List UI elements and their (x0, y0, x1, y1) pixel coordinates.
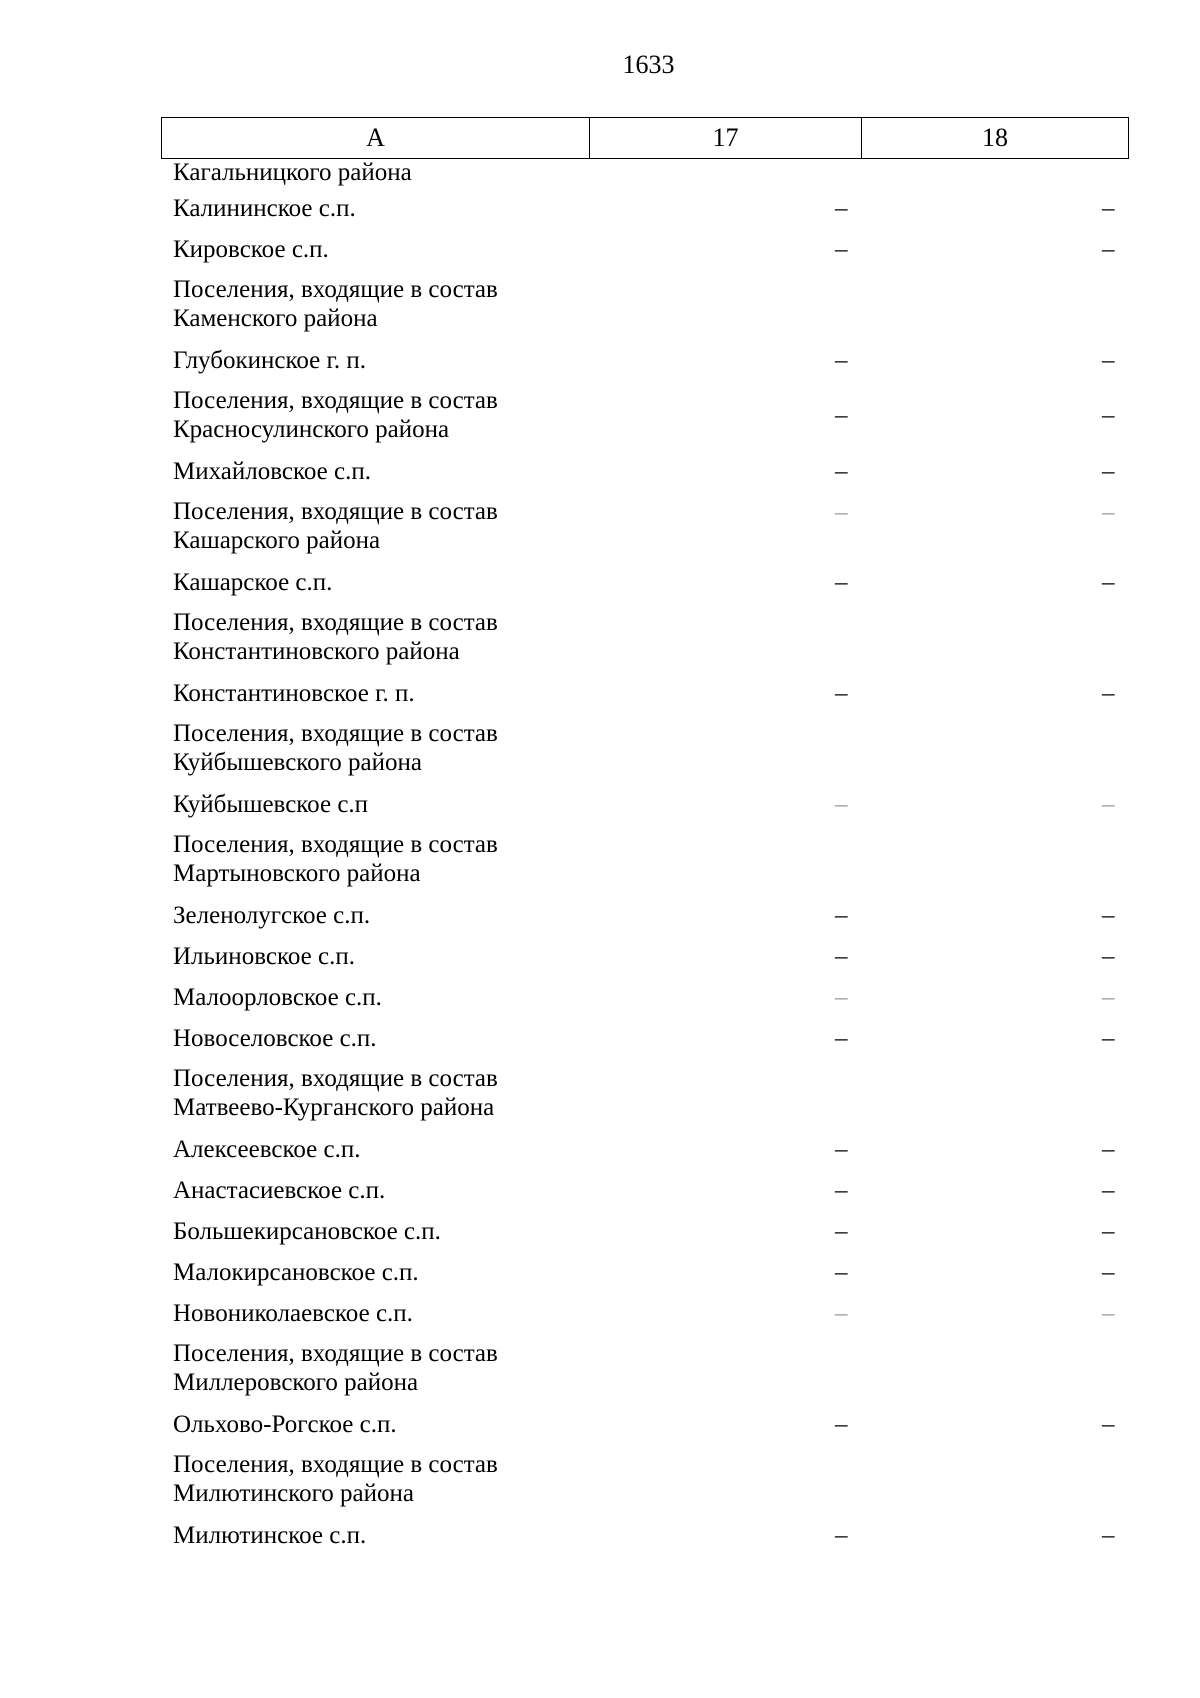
row-value-17: – (835, 347, 848, 374)
row-value-18: – (1102, 1177, 1115, 1204)
row-value-17: – (835, 236, 848, 263)
row-name: Константиновское г. п. (173, 680, 415, 707)
row-value-18: – (1102, 1300, 1115, 1327)
page-number: 1633 (622, 50, 675, 79)
row-value-18: – (1102, 195, 1115, 222)
table-row (161, 1445, 1129, 1515)
row-value-17: – (835, 195, 848, 222)
table-row (161, 1211, 1129, 1252)
row-value-17: – (835, 458, 848, 485)
row-name: Поселения, входящие в состав Мартыновского района (173, 831, 498, 887)
table-row (161, 451, 1129, 492)
row-name: Ольхово-Рогское с.п. (173, 1411, 397, 1438)
row-value-18: – (1102, 1218, 1115, 1245)
row-value-17: – (835, 791, 848, 818)
table-row (161, 936, 1129, 977)
table-row (161, 1252, 1129, 1293)
row-value-17: – (835, 902, 848, 929)
row-name: Поселения, входящие в состав Миллеровского района (173, 1340, 498, 1396)
row-name: Кагальницкого района (173, 159, 412, 186)
row-name: Михайловское с.п. (173, 458, 371, 485)
row-name: Поселения, входящие в состав Кашарского района (173, 498, 498, 554)
table-row (161, 229, 1129, 270)
table-row (161, 1404, 1129, 1445)
table-row (161, 1018, 1129, 1059)
row-value-17: – (835, 1136, 848, 1163)
row-value-18: – (1102, 1259, 1115, 1286)
row-name: Новониколаевское с.п. (173, 1300, 413, 1327)
row-value-18: – (1102, 236, 1115, 263)
row-name: Анастасиевское с.п. (173, 1177, 386, 1204)
row-value-17: – (835, 1259, 848, 1286)
table-row (161, 603, 1129, 673)
table-row (161, 158, 1129, 188)
row-value-17: – (835, 984, 848, 1011)
row-name: Поселения, входящие в состав Красносулинского района (173, 387, 498, 443)
row-value-18: – (1102, 458, 1115, 485)
row-name: Поселения, входящие в состав Матвеево-Курганского района (173, 1065, 498, 1121)
row-name: Поселения, входящие в состав Каменского района (173, 276, 498, 332)
table-row (161, 562, 1129, 603)
table-row (161, 825, 1129, 895)
row-value-18: – (1102, 902, 1115, 929)
row-value-17: – (835, 1300, 848, 1327)
row-name: Алексеевское с.п. (173, 1136, 361, 1163)
table-row (161, 1059, 1129, 1129)
row-name: Милютинское с.п. (173, 1522, 367, 1549)
table-row (161, 714, 1129, 784)
row-name: Кировское с.п. (173, 236, 329, 263)
header-col-17: 17 (590, 118, 862, 158)
row-value-18: – (1102, 499, 1115, 526)
row-name: Малоорловское с.п. (173, 984, 382, 1011)
table-row (161, 1170, 1129, 1211)
row-name: Поселения, входящие в состав Константиновского района (173, 609, 498, 665)
row-name: Куйбышевское с.п (173, 791, 369, 818)
table-row (161, 673, 1129, 714)
table-row (161, 784, 1129, 825)
table-row (161, 895, 1129, 936)
row-value-17: – (835, 1522, 848, 1549)
row-name: Большекирсановское с.п. (173, 1218, 441, 1245)
row-value-18: – (1102, 1136, 1115, 1163)
row-name: Кашарское с.п. (173, 569, 333, 596)
row-value-18: – (1102, 791, 1115, 818)
row-value-18: – (1102, 1522, 1115, 1549)
row-value-17: – (835, 402, 848, 429)
table-row (161, 1334, 1129, 1404)
row-name: Поселения, входящие в состав Куйбышевского района (173, 720, 498, 776)
table-row (161, 381, 1129, 451)
row-name: Калининское с.п. (173, 195, 356, 222)
row-value-17: – (835, 1411, 848, 1438)
row-value-17: – (835, 1218, 848, 1245)
row-value-18: – (1102, 680, 1115, 707)
table-row (161, 1293, 1129, 1334)
row-value-18: – (1102, 1025, 1115, 1052)
row-value-17: – (835, 680, 848, 707)
table-row (161, 1515, 1129, 1556)
table-row (161, 270, 1129, 340)
table-row (161, 188, 1129, 229)
table-row (161, 977, 1129, 1018)
row-value-18: – (1102, 569, 1115, 596)
row-value-17: – (835, 499, 848, 526)
row-value-18: – (1102, 1411, 1115, 1438)
row-value-18: – (1102, 984, 1115, 1011)
row-value-17: – (835, 1025, 848, 1052)
row-value-17: – (835, 943, 848, 970)
header-col-18: 18 (982, 123, 1008, 152)
row-value-18: – (1102, 943, 1115, 970)
table-row (161, 1129, 1129, 1170)
table-row (161, 340, 1129, 381)
row-value-17: – (835, 1177, 848, 1204)
row-name: Поселения, входящие в состав Милютинского района (173, 1451, 498, 1507)
row-name: Новоселовское с.п. (173, 1025, 377, 1052)
row-name: Зеленолугское с.п. (173, 902, 371, 929)
row-value-18: – (1102, 347, 1115, 374)
table-body (161, 158, 1129, 1556)
table-row (161, 492, 1129, 562)
row-name: Ильиновское с.п. (173, 943, 355, 970)
row-name: Глубокинское г. п. (173, 347, 367, 374)
row-value-17: – (835, 569, 848, 596)
row-name: Малокирсановское с.п. (173, 1259, 419, 1286)
table-header (161, 117, 1129, 159)
header-col-a: А (162, 118, 590, 158)
row-value-18: – (1102, 402, 1115, 429)
